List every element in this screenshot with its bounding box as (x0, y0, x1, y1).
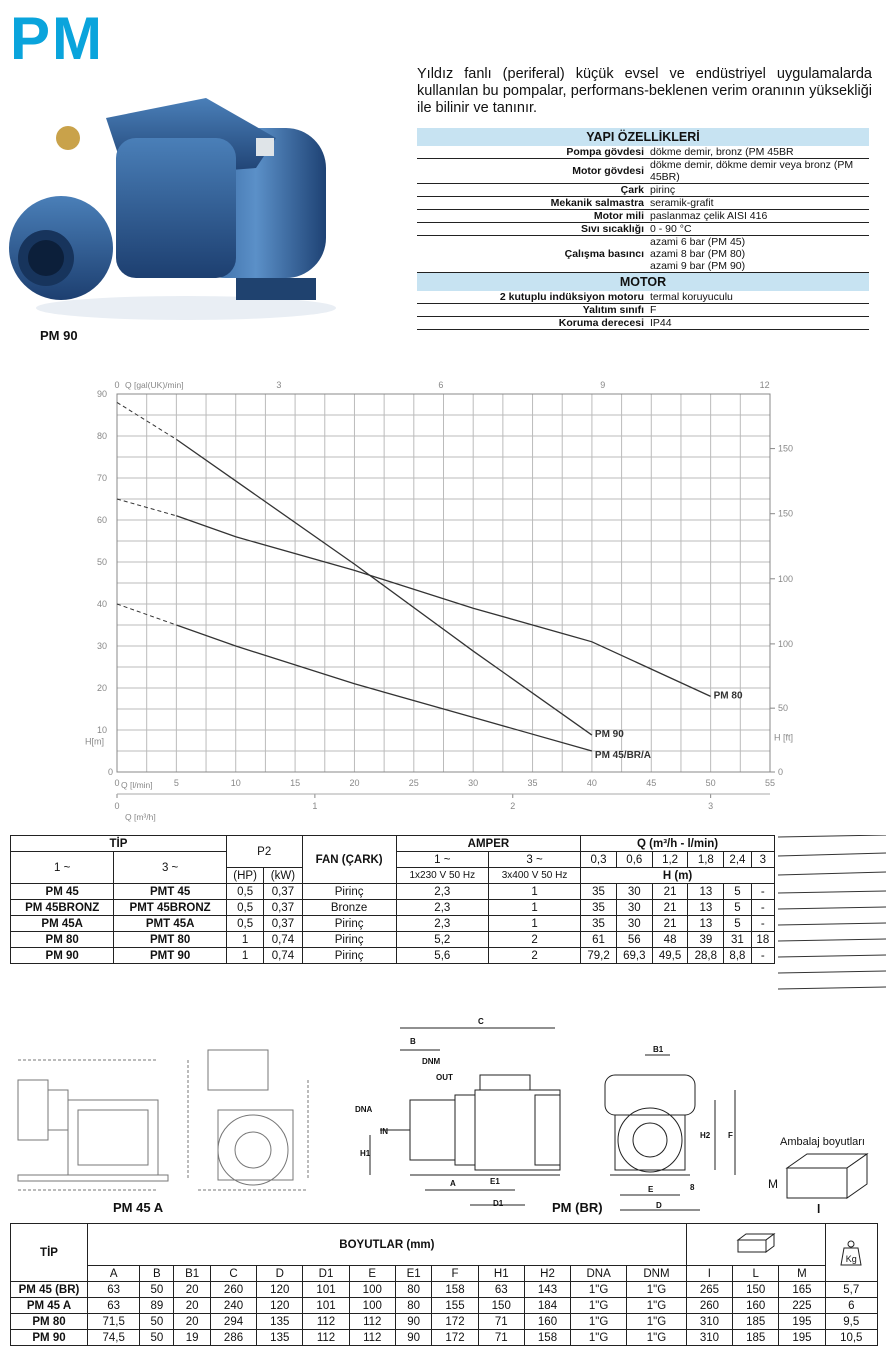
ft-tick-label: 150 (778, 508, 794, 519)
dim-col-header: E1 (395, 1266, 431, 1282)
value-cell: 310 (686, 1314, 732, 1330)
col-amp1-voltage: 1x230 V 50 Hz (396, 868, 488, 884)
performance-chart (80, 372, 800, 832)
table-row (11, 1330, 878, 1346)
spec-value: 0 - 90 °C (647, 223, 869, 236)
dim-label: A (450, 1179, 456, 1188)
x-tick-label: 0 (114, 778, 120, 788)
value-cell: 240 (210, 1298, 256, 1314)
value-cell: 143 (524, 1282, 570, 1298)
dim-label: E (648, 1185, 654, 1194)
col-amp3-voltage: 3x400 V 50 Hz (488, 868, 580, 884)
value-cell: 158 (524, 1330, 570, 1346)
dim-label: C (478, 1017, 484, 1026)
col-kw: (kW) (264, 868, 302, 884)
spec-value: seramik-grafit (647, 197, 869, 210)
spec-key: Pompa gövdesi (417, 146, 647, 159)
value-cell: 225 (779, 1298, 825, 1314)
value-cell: 21 (652, 900, 688, 916)
model-cell: PM 45 (BR) (11, 1282, 88, 1298)
x-tick-label: 50 (705, 778, 716, 788)
value-cell: 150 (478, 1298, 524, 1314)
value-cell: 5 (724, 916, 751, 932)
table-row (11, 1282, 878, 1298)
spec-key: Mekanik salmastra (417, 197, 647, 210)
dim-col-header: B1 (174, 1266, 210, 1282)
value-cell: 90 (395, 1314, 431, 1330)
value-cell: Pirinç (302, 932, 396, 948)
box-icon (736, 1232, 776, 1254)
value-cell: 112 (349, 1330, 395, 1346)
value-cell: 2 (488, 948, 580, 964)
value-cell: 172 (432, 1314, 478, 1330)
value-cell: 20 (174, 1282, 210, 1298)
model-cell: PM 90 (11, 948, 114, 964)
value-cell: 112 (349, 1314, 395, 1330)
value-cell: 35 (581, 884, 617, 900)
value-cell: 184 (524, 1298, 570, 1314)
y-tick-label: 50 (96, 557, 107, 567)
value-cell: 13 (688, 900, 724, 916)
value-cell: 1"G (627, 1314, 687, 1330)
value-cell: 0,5 (226, 900, 263, 916)
top-axis-label: Q [gal(UK)/min] (125, 380, 184, 390)
value-cell: Bronze (302, 900, 396, 916)
pack-l-label: l (817, 1202, 821, 1216)
brand-title: PM (10, 5, 104, 72)
value-cell: 5,2 (396, 932, 488, 948)
value-cell: 71,5 (88, 1314, 140, 1330)
value-cell: 1 (488, 884, 580, 900)
dim-label: 8 (690, 1183, 695, 1192)
value-cell: 56 (616, 932, 652, 948)
value-cell: 0,37 (264, 900, 302, 916)
x-tick-label: 45 (646, 778, 657, 788)
ft-tick-label: 100 (778, 638, 794, 649)
value-cell: 13 (688, 916, 724, 932)
model-cell: PMT 80 (114, 932, 227, 948)
dim-label: B1 (653, 1045, 664, 1054)
photo-caption: PM 90 (40, 328, 78, 343)
value-cell: 74,5 (88, 1330, 140, 1346)
value-cell: 90 (395, 1330, 431, 1346)
value-cell: 63 (478, 1282, 524, 1298)
intro-text: Yıldız fanlı (periferal) küçük evsel ve endüstriyel uygulamalarda kullanılan bu pompalar, performans-beklenen verim oranının yüksekliği ile bilinir ve tanınır. (417, 66, 872, 116)
model-cell: PM 45 A (11, 1298, 88, 1314)
table-row (11, 1298, 878, 1314)
value-cell: 80 (395, 1298, 431, 1314)
model-cell: PM 80 (11, 1314, 88, 1330)
spec-table (417, 128, 869, 330)
dim-col-header: M (779, 1266, 825, 1282)
value-cell: 8,8 (724, 948, 751, 964)
value-cell: 165 (779, 1282, 825, 1298)
value-cell: 5 (724, 900, 751, 916)
dim-col-header: A (88, 1266, 140, 1282)
col-p2: P2 (226, 836, 302, 868)
dim-col-header: H1 (478, 1266, 524, 1282)
value-cell: 35 (581, 916, 617, 932)
dim-label: DNA (355, 1105, 373, 1114)
value-cell: 1"G (571, 1298, 627, 1314)
value-cell: 0,5 (226, 884, 263, 900)
y-tick-label: 80 (96, 431, 107, 441)
dim-label: H2 (700, 1131, 711, 1140)
col-amp1: 1 ~ (396, 852, 488, 868)
dim-label: F (728, 1131, 733, 1140)
series-label: PM 45/BR/A (594, 750, 652, 761)
value-cell: 1"G (571, 1330, 627, 1346)
pressure-pm80: azami 8 bar (PM 80) (650, 248, 746, 260)
spec-key: Motor gövdesi (417, 159, 647, 184)
value-cell: 21 (652, 916, 688, 932)
value-cell: 150 (733, 1282, 779, 1298)
value-cell: 195 (779, 1314, 825, 1330)
col-tip: TİP (11, 836, 227, 852)
table-row (11, 948, 775, 964)
value-cell: 48 (652, 932, 688, 948)
value-cell: 185 (733, 1314, 779, 1330)
y-tick-label: 0 (107, 767, 113, 777)
dim-col-header: F (432, 1266, 478, 1282)
value-cell: 2,3 (396, 884, 488, 900)
model-cell: PM 45A (11, 916, 114, 932)
dim-col-header: D1 (303, 1266, 349, 1282)
model-cell: PM 45 (11, 884, 114, 900)
value-cell: 1"G (571, 1314, 627, 1330)
dim-col-header: DNA (571, 1266, 627, 1282)
value-cell: 2,3 (396, 916, 488, 932)
x-tick-label: 20 (349, 778, 360, 788)
series-label: PM 90 (594, 729, 624, 741)
drawing-caption-pm45a: PM 45 A (113, 1200, 164, 1215)
value-cell: 30 (616, 916, 652, 932)
value-cell: 18 (751, 932, 774, 948)
q-m3h: 3 (751, 852, 774, 868)
spec-value: dökme demir, dökme demir veya bronz (PM 45BR) (647, 159, 869, 184)
value-cell: Pirinç (302, 916, 396, 932)
spec-key: Yalıtım sınıfı (417, 304, 647, 317)
top-tick-label: 0 (114, 380, 120, 390)
value-cell: 1"G (627, 1282, 687, 1298)
value-cell: 260 (686, 1298, 732, 1314)
spec-value-multi (647, 236, 869, 273)
top-tick-label: 12 (759, 380, 770, 390)
value-cell: 112 (303, 1314, 349, 1330)
weight-unit: Kg (845, 1253, 857, 1264)
ft-tick-label: 50 (778, 703, 789, 714)
value-cell: 0,37 (264, 884, 302, 900)
spec-key: Çark (417, 184, 647, 197)
dim-col-header: L (733, 1266, 779, 1282)
model-cell: PM 90 (11, 1330, 88, 1346)
x-tick-label: 25 (408, 778, 419, 788)
spec-value: pirinç (647, 184, 869, 197)
table-row (11, 900, 775, 916)
value-cell: 1 (226, 948, 263, 964)
value-cell: 50 (140, 1282, 174, 1298)
value-cell: 0,5 (226, 916, 263, 932)
value-cell: 9,5 (825, 1314, 877, 1330)
x-tick-label: 30 (468, 778, 479, 788)
value-cell: 63 (88, 1298, 140, 1314)
table-row (11, 1314, 878, 1330)
x-tick-label: 5 (173, 778, 179, 788)
value-cell: 155 (432, 1298, 478, 1314)
value-cell: 31 (724, 932, 751, 948)
value-cell: - (751, 916, 774, 932)
value-cell: 160 (733, 1298, 779, 1314)
value-cell: Pirinç (302, 948, 396, 964)
y-tick-label: 20 (96, 683, 107, 693)
pm45a-drawing (8, 1020, 328, 1200)
box-header-cell (686, 1224, 825, 1266)
top-tick-label: 6 (438, 380, 444, 390)
spec-key: Motor mili (417, 210, 647, 223)
dim-label: D1 (493, 1199, 504, 1208)
value-cell: 69,3 (616, 948, 652, 964)
value-cell: 172 (432, 1330, 478, 1346)
spec-value: F (647, 304, 869, 317)
y-tick-label: 40 (96, 599, 107, 609)
value-cell: 1"G (627, 1298, 687, 1314)
value-cell: 100 (349, 1282, 395, 1298)
value-cell: 89 (140, 1298, 174, 1314)
dim-col-header: E (349, 1266, 395, 1282)
value-cell: 79,2 (581, 948, 617, 964)
m3h-tick-label: 2 (510, 801, 516, 811)
value-cell: 1 (488, 916, 580, 932)
spec-section-title: MOTOR (417, 273, 869, 292)
value-cell: 120 (257, 1282, 303, 1298)
value-cell: 158 (432, 1282, 478, 1298)
value-cell: 28,8 (688, 948, 724, 964)
x-tick-label: 35 (527, 778, 538, 788)
q-m3h: 0,6 (616, 852, 652, 868)
value-cell: - (751, 884, 774, 900)
spec-key: 2 kutuplu indüksiyon motoru (417, 291, 647, 304)
dim-col-boyutlar: BOYUTLAR (mm) (88, 1224, 687, 1266)
x-tick-label: 40 (586, 778, 597, 788)
ft-axis-label: H [ft] (774, 732, 794, 743)
col-phase3: 3 ~ (114, 852, 227, 884)
dim-label: DNM (422, 1057, 441, 1066)
dim-label: IN (380, 1127, 388, 1136)
value-cell: 0,37 (264, 916, 302, 932)
y-axis-label: H[m] (85, 736, 104, 747)
table-row (11, 932, 775, 948)
value-cell: 50 (140, 1330, 174, 1346)
x-axis-label: Q [l/min] (121, 780, 153, 790)
pressure-pm90: azami 9 bar (PM 90) (650, 260, 746, 272)
value-cell: 101 (303, 1282, 349, 1298)
q-m3h: 2,4 (724, 852, 751, 868)
ft-tick-label: 0 (778, 767, 784, 777)
spec-key: Koruma derecesi (417, 317, 647, 330)
col-hm: H (m) (581, 868, 775, 884)
y-tick-label: 70 (96, 473, 107, 483)
dim-col-header: I (686, 1266, 732, 1282)
spec-key: Sıvı sıcaklığı (417, 223, 647, 236)
dim-label: H1 (360, 1149, 371, 1158)
value-cell: 0,74 (264, 932, 302, 948)
value-cell: 160 (524, 1314, 570, 1330)
y-tick-label: 10 (96, 725, 107, 735)
value-cell: 6 (825, 1298, 877, 1314)
value-cell: 120 (257, 1298, 303, 1314)
value-cell: 71 (478, 1330, 524, 1346)
value-cell: 30 (616, 884, 652, 900)
m3h-tick-label: 3 (708, 801, 714, 811)
series-label: PM 80 (713, 690, 743, 702)
y-tick-label: 60 (96, 515, 107, 525)
value-cell: 112 (303, 1330, 349, 1346)
dim-col-header: C (210, 1266, 256, 1282)
model-cell: PMT 90 (114, 948, 227, 964)
m3h-tick-label: 0 (114, 801, 120, 811)
value-cell: - (751, 900, 774, 916)
performance-table (10, 835, 775, 964)
value-cell: 0,74 (264, 948, 302, 964)
weight-header-cell (825, 1224, 877, 1282)
col-q: Q (m³/h - l/min) (581, 836, 775, 852)
value-cell: 10,5 (825, 1330, 877, 1346)
value-cell: 63 (88, 1282, 140, 1298)
value-cell: 1 (226, 932, 263, 948)
value-cell: 20 (174, 1314, 210, 1330)
col-phase1: 1 ~ (11, 852, 114, 884)
value-cell: 2,3 (396, 900, 488, 916)
dim-label: D (656, 1201, 662, 1210)
q-m3h: 1,8 (688, 852, 724, 868)
model-cell: PM 80 (11, 932, 114, 948)
y-tick-label: 30 (96, 641, 107, 651)
value-cell: Pirinç (302, 884, 396, 900)
value-cell: 19 (174, 1330, 210, 1346)
value-cell: 30 (616, 900, 652, 916)
x-tick-label: 10 (230, 778, 241, 788)
table-row (11, 916, 775, 932)
value-cell: 294 (210, 1314, 256, 1330)
value-cell: 1 (488, 900, 580, 916)
decorative-lines (778, 835, 886, 1000)
q-m3h: 0,3 (581, 852, 617, 868)
value-cell: 265 (686, 1282, 732, 1298)
dim-label: B (410, 1037, 416, 1046)
m3h-tick-label: 1 (312, 801, 318, 811)
dim-col-header: H2 (524, 1266, 570, 1282)
value-cell: 100 (349, 1298, 395, 1314)
pmbr-drawing (350, 1010, 750, 1215)
value-cell: 5,7 (825, 1282, 877, 1298)
value-cell: 1"G (571, 1282, 627, 1298)
q-m3h: 1,2 (652, 852, 688, 868)
model-cell: PMT 45A (114, 916, 227, 932)
value-cell: 310 (686, 1330, 732, 1346)
dim-col-header: DNM (627, 1266, 687, 1282)
col-fan: FAN (ÇARK) (302, 836, 396, 884)
value-cell: 35 (581, 900, 617, 916)
dimensions-table (10, 1223, 878, 1346)
model-cell: PMT 45 (114, 884, 227, 900)
value-cell: 101 (303, 1298, 349, 1314)
top-tick-label: 9 (600, 380, 606, 390)
model-cell: PMT 45BRONZ (114, 900, 227, 916)
value-cell: 20 (174, 1298, 210, 1314)
value-cell: 39 (688, 932, 724, 948)
value-cell: 135 (257, 1314, 303, 1330)
value-cell: 49,5 (652, 948, 688, 964)
value-cell: 5 (724, 884, 751, 900)
value-cell: 195 (779, 1330, 825, 1346)
value-cell: 135 (257, 1330, 303, 1346)
value-cell: 260 (210, 1282, 256, 1298)
value-cell: 185 (733, 1330, 779, 1346)
value-cell: 286 (210, 1330, 256, 1346)
dim-col-header: D (257, 1266, 303, 1282)
pressure-pm45: azami 6 bar (PM 45) (650, 236, 746, 248)
value-cell: 61 (581, 932, 617, 948)
value-cell: 80 (395, 1282, 431, 1298)
spec-value: termal koruyuculu (647, 291, 869, 304)
value-cell: - (751, 948, 774, 964)
dim-col-header: B (140, 1266, 174, 1282)
value-cell: 71 (478, 1314, 524, 1330)
dim-label: E1 (490, 1177, 500, 1186)
col-hp: (HP) (226, 868, 263, 884)
spec-value: dökme demir, bronz (PM 45BR (647, 146, 869, 159)
value-cell: 1"G (627, 1330, 687, 1346)
value-cell: 13 (688, 884, 724, 900)
model-cell: PM 45BRONZ (11, 900, 114, 916)
ft-tick-label: 150 (778, 443, 794, 454)
pack-m-label: M (768, 1177, 778, 1191)
drawing-caption-pmbr: PM (BR) (552, 1200, 603, 1215)
dim-col-tip: TİP (11, 1224, 88, 1282)
pump-photo (6, 78, 336, 328)
value-cell: 5,6 (396, 948, 488, 964)
value-cell: 50 (140, 1314, 174, 1330)
value-cell: 2 (488, 932, 580, 948)
x-tick-label: 55 (764, 778, 776, 788)
table-row (11, 884, 775, 900)
spec-value: IP44 (647, 317, 869, 330)
x-tick-label: 15 (290, 778, 301, 788)
dim-label: OUT (436, 1073, 453, 1082)
m3h-axis-label: Q [m³/h] (125, 812, 156, 822)
col-amp3: 3 ~ (488, 852, 580, 868)
ft-tick-label: 100 (778, 573, 794, 584)
col-amper: AMPER (396, 836, 580, 852)
top-tick-label: 3 (276, 380, 282, 390)
value-cell: 21 (652, 884, 688, 900)
box-icon (782, 1150, 872, 1205)
pack-caption: Ambalaj boyutları (780, 1136, 865, 1148)
spec-value: paslanmaz çelik AISI 416 (647, 210, 869, 223)
y-tick-label: 90 (96, 389, 107, 399)
spec-key: Çalışma basıncı (417, 236, 647, 273)
spec-section-title: YAPI ÖZELLİKLERİ (417, 128, 869, 146)
